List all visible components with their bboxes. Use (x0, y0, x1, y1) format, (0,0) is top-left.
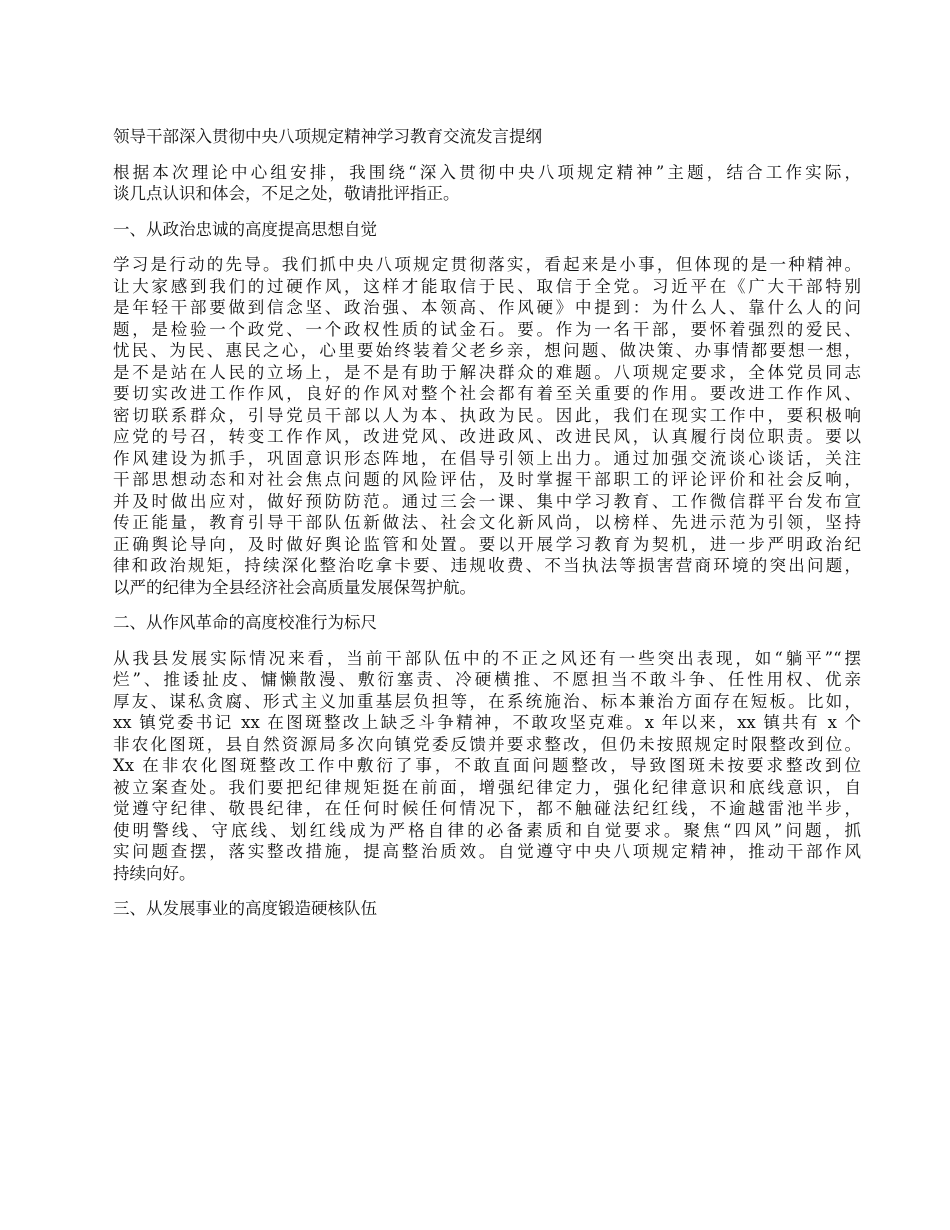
text-line: 从我县发展实际情况来看，当前干部队伍中的不正之风还有一些突出表现，如“躺平”“摆 (113, 648, 861, 668)
text-line: xx 镇党委书记 xx 在图斑整改上缺乏斗争精神，不敢攻坚克难。x 年以来，xx 镇共有 x 个 (113, 713, 861, 732)
document-title: 领导干部深入贯彻中央八项规定精神学习教育交流发言提纲 (113, 127, 542, 146)
text-line: 以严的纪律为全县经济社会高质量发展保驾护航。 (113, 577, 476, 597)
section-2-paragraph (113, 648, 861, 885)
text-line: 应党的号召，转变工作作风，改进党风、改进政风、改进民风，认真履行岗位职责。要以 (113, 427, 861, 446)
text-line: 让大家感到我们的过硬作风，这样才能取信于民、取信于全党。习近平在《广大干部特别 (113, 276, 861, 296)
text-line: Xx 在非农化图斑整改工作中敷衍了事，不敢直面问题整改，导致图斑未按要求整改到位 (113, 756, 861, 775)
text-line: 是不是站在人民的立场上，是不是有助于解决群众的难题。八项规定要求，全体党员同志 (113, 362, 861, 382)
text-line: 并及时做出应对，做好预防防范。通过三会一课、集中学习教育、工作微信群平台发布宣 (113, 491, 861, 511)
section-heading-1: 一、从政治忠诚的高度提高思想自觉 (113, 219, 377, 239)
text-line: 非农化图斑，县自然资源局多次向镇党委反馈并要求整改，但仍未按照规定时限整改到位。 (113, 734, 861, 754)
text-line: 持续向好。 (113, 863, 196, 883)
text-line: 谈几点认识和体会，不足之处，敬请批评指正。 (113, 184, 460, 203)
text-line: 律和政治规矩，持续深化整治吃拿卡要、违规收费、不当执法等损害营商环境的突出问题， (113, 556, 861, 575)
text-line: 学习是行动的先导。我们抓中央八项规定贯彻落实，看起来是小事，但体现的是一种精神。 (113, 255, 861, 274)
text-line: 要切实改进工作作风，良好的作风对整个社会都有着至关重要的作用。要改进工作作风、 (113, 384, 861, 403)
text-line: 干部思想动态和对社会焦点问题的风险评估，及时掌握干部职工的评论评价和社会反响， (113, 470, 861, 489)
document-page (113, 126, 861, 934)
section-heading-3: 三、从发展事业的高度锻造硬核队伍 (113, 899, 377, 918)
section-1-paragraph (113, 254, 861, 598)
text-line: 是年轻干部要做到信念坚、政治强、本领高、作风硬》中提到：为什么人、靠什么人的问 (113, 298, 861, 317)
text-line: 被立案查处。我们要把纪律规矩挺在前面，增强纪律定力，强化纪律意识和底线意识，自 (113, 777, 861, 797)
text-line: 正确舆论导向，及时做好舆论监管和处置。要以开展学习教育为契机，进一步严明政治纪 (113, 534, 861, 554)
text-line: 传正能量，教育引导干部队伍新做法、社会文化新风尚，以榜样、先进示范为引领，坚持 (113, 513, 861, 532)
text-line: 厚友、谋私贪腐、形式主义加重基层负担等，在系统施治、标本兼治方面存在短板。比如， (113, 691, 861, 711)
text-line: 实问题查摆，落实整改措施，提高整治质效。自觉遵守中央八项规定精神，推动干部作风 (113, 842, 861, 861)
section-heading-2: 二、从作风革命的高度校准行为标尺 (113, 613, 377, 632)
text-line: 烂”、推诿扯皮、慵懒散漫、敷衍塞责、冷硬横推、不愿担当不敢斗争、任性用权、优亲 (113, 670, 861, 689)
text-line: 根据本次理论中心组安排，我围绕“深入贯彻中央八项规定精神”主题，结合工作实际， (113, 162, 861, 182)
text-line: 忧民、为民、惠民之心，心里要始终装着父老乡亲，想问题、做决策、办事情都要想一想， (113, 341, 861, 360)
intro-paragraph (113, 162, 861, 205)
text-line: 密切联系群众，引导党员干部以人为本、执政为民。因此，我们在现实工作中，要积极响 (113, 405, 861, 425)
text-line: 题，是检验一个政党、一个政权性质的试金石。要。作为一名干部，要怀着强烈的爱民、 (113, 319, 861, 339)
text-line: 使明警线、守底线、划红线成为严格自律的必备素质和自觉要求。聚焦“四风”问题，抓 (113, 820, 861, 840)
text-line: 作风建设为抓手，巩固意识形态阵地，在倡导引领上出力。通过加强交流谈心谈话，关注 (113, 448, 861, 468)
text-line: 觉遵守纪律、敬畏纪律，在任何时候任何情况下，都不触碰法纪红线，不逾越雷池半步， (113, 799, 861, 818)
